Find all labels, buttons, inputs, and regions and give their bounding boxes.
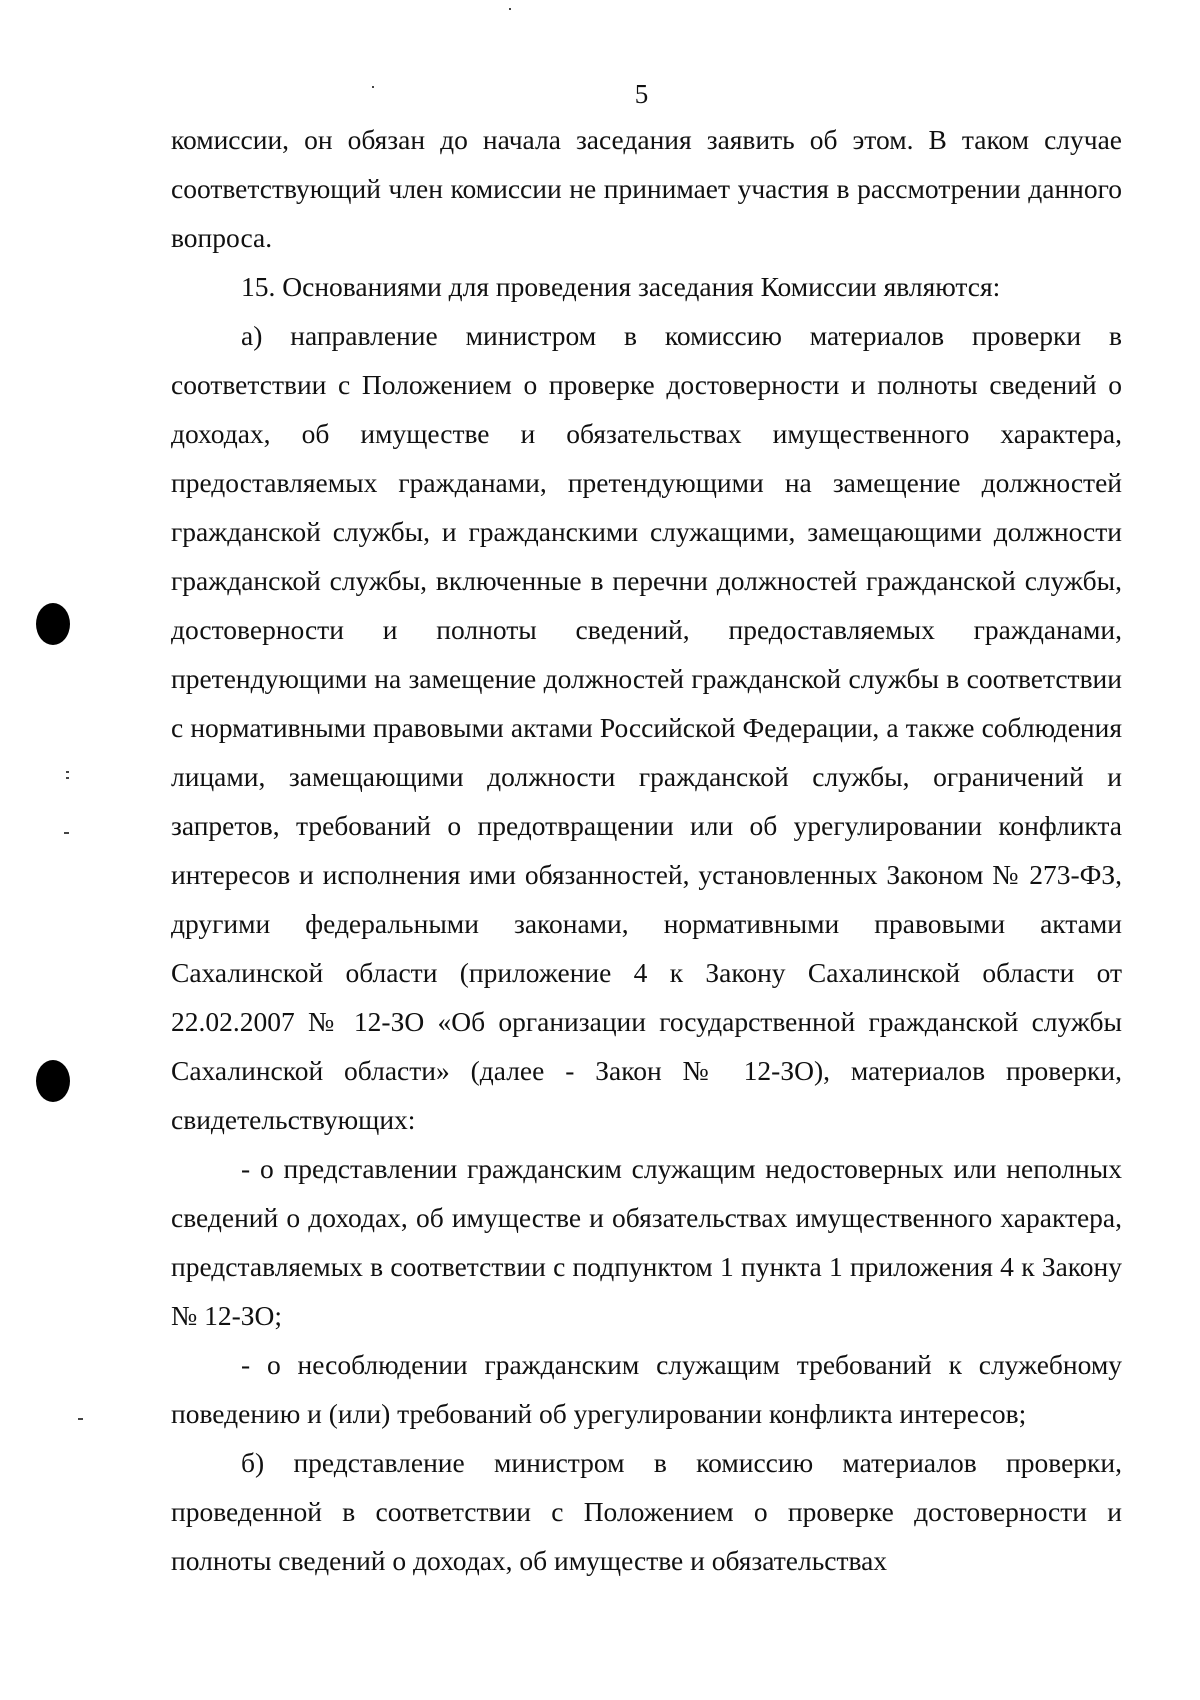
scan-speck	[66, 777, 69, 779]
paragraph-item-15: 15. Основаниями для проведения заседания Комиссии являются:	[241, 271, 1001, 302]
punch-hole-mark	[36, 1060, 70, 1102]
paragraph-continuation: комиссии, он обязан до начала заседания заявить об этом. В таком случае соответствующий член комиссии не принимает участия в рассмотрении данного вопроса.	[171, 124, 1122, 253]
scan-speck	[66, 771, 69, 773]
paragraph-item-b: б) представление министром в комиссию материалов проверки, проведенной в соответствии с Положением о проверке достоверности и полноты сведений о доходах, об имуществе и обязательствах	[171, 1447, 1122, 1576]
paragraph-dash-2: - о несоблюдении гражданским служащим требований к служебному поведению и (или) требований об урегулировании конфликта интересов;	[171, 1349, 1122, 1429]
paragraph-item-a: а) направление министром в комиссию материалов проверки в соответствии с Положением о проверке достоверности и полноты сведений о доходах, об имуществе и обязательствах имущественного характера, предоставляемых гражданами, претендующими на замещение должностей гражданской службы, и гражданскими служащими, замещающими должности гражданской службы, включенные в перечни должностей гражданской службы, достоверности и полноты сведений, предоставляемых гражданами, претендующими на замещение должностей гражданской службы в соответствии с нормативными правовыми актами Российской Федерации, а также соблюдения лицами, замещающими должности гражданской службы, ограничений и запретов, требований о предотвращении или об урегулировании конфликта интересов и исполнения ими обязанностей, установленных Законом № 273-ФЗ, другими федеральными законами, нормативными правовыми актами Сахалинской области (приложение 4 к Закону Сахалинской области от 22.02.2007 № 12-ЗО «Об организации государственной гражданской службы Сахалинской области» (далее - Закон № 12-ЗО), материалов проверки, свидетельствующих:	[171, 320, 1122, 1135]
scan-speck	[64, 832, 69, 834]
punch-hole-mark	[36, 603, 70, 645]
scan-speck	[78, 1418, 83, 1420]
document-body	[171, 115, 1122, 1585]
paragraph-dash-1: - о представлении гражданским служащим недостоверных или неполных сведений о доходах, об имуществе и обязательствах имущественного характера, представляемых в соответствии с подпунктом 1 пункта 1 приложения 4 к Закону № 12-ЗО;	[171, 1153, 1122, 1331]
page-number: 5	[634, 79, 649, 109]
scan-speck	[509, 8, 511, 10]
scan-speck	[372, 86, 374, 88]
